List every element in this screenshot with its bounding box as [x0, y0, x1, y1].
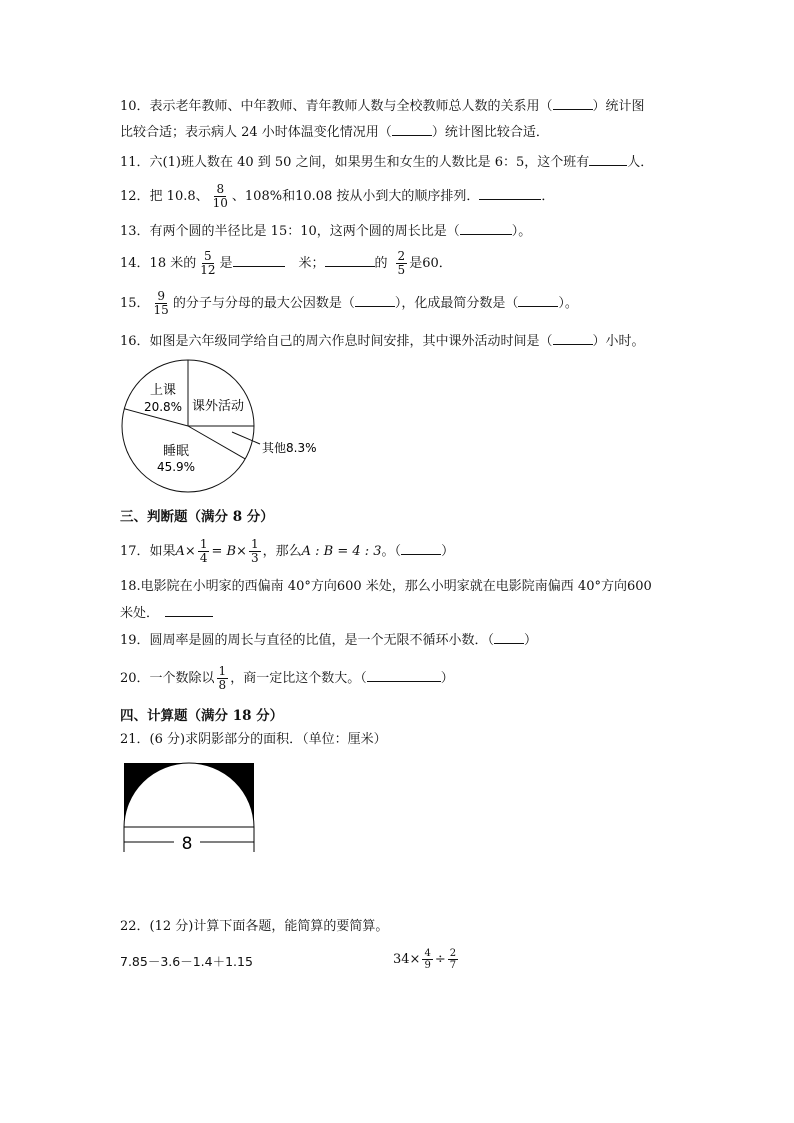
- fraction: [249, 538, 261, 565]
- q11-text: 人．: [627, 155, 654, 170]
- q19-text: ）: [524, 633, 538, 648]
- answer-blank[interactable]: [553, 332, 593, 345]
- denominator: 8: [218, 678, 227, 692]
- denominator: 4: [199, 551, 208, 565]
- slice-label-qita: [262, 440, 317, 455]
- other-label: 其他: [262, 441, 287, 455]
- fraction: [198, 538, 210, 565]
- denominator: 12: [200, 263, 216, 277]
- answer-blank[interactable]: [460, 222, 512, 235]
- slice-value-shangke: 20.8%: [143, 400, 183, 414]
- q13-text: 13．有两个圆的半径比是 15：10，这两个圆的周长比是（: [120, 224, 460, 239]
- numerator: 2: [449, 948, 457, 959]
- question-19: [120, 631, 537, 650]
- answer-blank[interactable]: [553, 97, 593, 110]
- slice-value-shuimian: 45.9%: [156, 460, 196, 474]
- question-18-line-2: [120, 604, 213, 623]
- q12-text: 12．把 10.8、: [120, 189, 209, 204]
- q14-text: 米；: [298, 256, 325, 271]
- svg-text:其他8.3%: [262, 440, 317, 455]
- question-13: [120, 222, 531, 241]
- answer-blank[interactable]: [479, 187, 541, 200]
- answer-blank[interactable]: [392, 123, 432, 136]
- answer-blank[interactable]: [518, 294, 558, 307]
- answer-blank[interactable]: [325, 254, 375, 267]
- section-4-title: 四、计算题（满分 18 分）: [120, 708, 284, 724]
- fraction: [211, 183, 230, 210]
- q10-text: ）统计图比较合适．: [431, 125, 549, 140]
- answer-blank[interactable]: [165, 604, 213, 617]
- denominator: 15: [153, 303, 169, 317]
- slice-label-shuimian: 睡眠: [162, 444, 190, 459]
- question-16: [120, 332, 645, 351]
- q17-expr: A : B = 4 : 3: [301, 544, 382, 559]
- numerator: 4: [424, 948, 431, 959]
- dimension-label: 8: [181, 834, 193, 854]
- q12-text: 、108%和10.08 按从小到大的顺序排列．: [231, 189, 480, 204]
- q20-text: 20．一个数除以: [120, 671, 215, 686]
- q11-text: 11．六(1)班人数在 40 到 50 之间，如果男生和女生的人数比是 6：5，这个班有: [120, 155, 590, 170]
- q19-text: 19．圆周率是圆的周长与直径的比值，是一个无限不循环小数．（: [120, 633, 495, 648]
- q14-text: 的: [374, 256, 388, 271]
- q17-expr: A×: [175, 544, 196, 559]
- slice-label-shangke: 上课: [149, 383, 177, 398]
- numerator: 5: [204, 249, 212, 263]
- question-21: 21．(6 分)求阴影部分的面积．（单位：厘米）: [120, 732, 387, 747]
- denominator: 7: [449, 960, 457, 971]
- q10-text: ）统计图: [592, 99, 645, 114]
- numerator: 8: [216, 182, 225, 196]
- question-10-line-1: [120, 97, 645, 116]
- fraction: [198, 250, 217, 277]
- answer-blank[interactable]: [367, 669, 441, 682]
- numerator: 9: [157, 289, 165, 303]
- question-15: [120, 290, 578, 317]
- answer-blank[interactable]: [233, 254, 285, 267]
- answer-blank[interactable]: [401, 542, 441, 555]
- q14-text: 是60．: [409, 256, 452, 271]
- fraction: [217, 665, 229, 692]
- answer-blank[interactable]: [589, 153, 627, 166]
- expr2-text: 34×: [393, 952, 421, 967]
- numerator: 2: [397, 249, 406, 263]
- q14-text: 14．18 米的: [120, 256, 197, 271]
- numerator: 1: [218, 664, 227, 678]
- q15-text: 15．: [120, 296, 150, 311]
- expression-1: 7.85－3.6－1.4＋1.15: [120, 954, 253, 969]
- denominator: 3: [250, 551, 259, 565]
- fraction: [152, 290, 171, 317]
- other-value: 8.3%: [286, 441, 317, 455]
- question-20: [120, 665, 454, 692]
- denominator: 5: [397, 263, 406, 277]
- q17-expr: = B×: [211, 544, 247, 559]
- q16-text: ）小时。: [592, 334, 645, 349]
- answer-blank[interactable]: [494, 631, 524, 644]
- numerator: 1: [199, 537, 208, 551]
- question-22: 22．(12 分)计算下面各题，能简算的要简算。: [120, 919, 389, 934]
- slice-label-kewai: 课外活动: [191, 399, 245, 414]
- q14-text: 是: [219, 256, 233, 271]
- numerator: 1: [250, 537, 259, 551]
- q20-text: ，商一定比这个数大。（: [230, 671, 367, 686]
- question-14: [120, 250, 452, 277]
- fraction: [448, 948, 458, 971]
- question-18-line-1: 18.电影院在小明家的西偏南 40°方向600 米处，那么小明家就在电影院南偏西 40°方向600: [120, 579, 652, 594]
- q17-text: ）: [441, 544, 455, 559]
- expression-2: [393, 948, 460, 971]
- q18-text: 米处．: [120, 606, 160, 621]
- q17-text: 。（: [381, 544, 402, 559]
- expr2-text: ÷: [434, 952, 446, 967]
- denominator: 9: [424, 960, 431, 971]
- pie-chart: [118, 358, 358, 498]
- question-10-line-2: [120, 123, 549, 142]
- section-3-title: 三、判断题（满分 8 分）: [120, 509, 274, 525]
- question-17: [120, 538, 454, 565]
- q15-text: ），化成最简分数是（: [394, 296, 519, 311]
- q10-text: 比较合适；表示病人 24 小时体温变化情况用（: [120, 125, 392, 140]
- question-12: [120, 183, 554, 210]
- answer-blank[interactable]: [355, 294, 395, 307]
- question-11: [120, 153, 653, 172]
- q15-text: 的分子与分母的最大公因数是（: [172, 296, 355, 311]
- q16-text: 16．如图是六年级同学给自己的周六作息时间安排，其中课外活动时间是（: [120, 334, 553, 349]
- denominator: 10: [212, 196, 228, 210]
- q17-text: 17．如果: [120, 544, 176, 559]
- q13-text: ）。: [511, 224, 532, 239]
- q12-text: ．: [541, 189, 555, 204]
- q17-text: ，那么: [262, 544, 302, 559]
- fraction: [422, 948, 432, 971]
- q15-text: ）。: [558, 296, 578, 311]
- q20-text: ）: [440, 671, 454, 686]
- shaded-area-figure: [120, 760, 258, 856]
- fraction: [396, 250, 408, 277]
- q10-text: 10．表示老年教师、中年教师、青年教师人数与全校教师总人数的关系用（: [120, 99, 553, 114]
